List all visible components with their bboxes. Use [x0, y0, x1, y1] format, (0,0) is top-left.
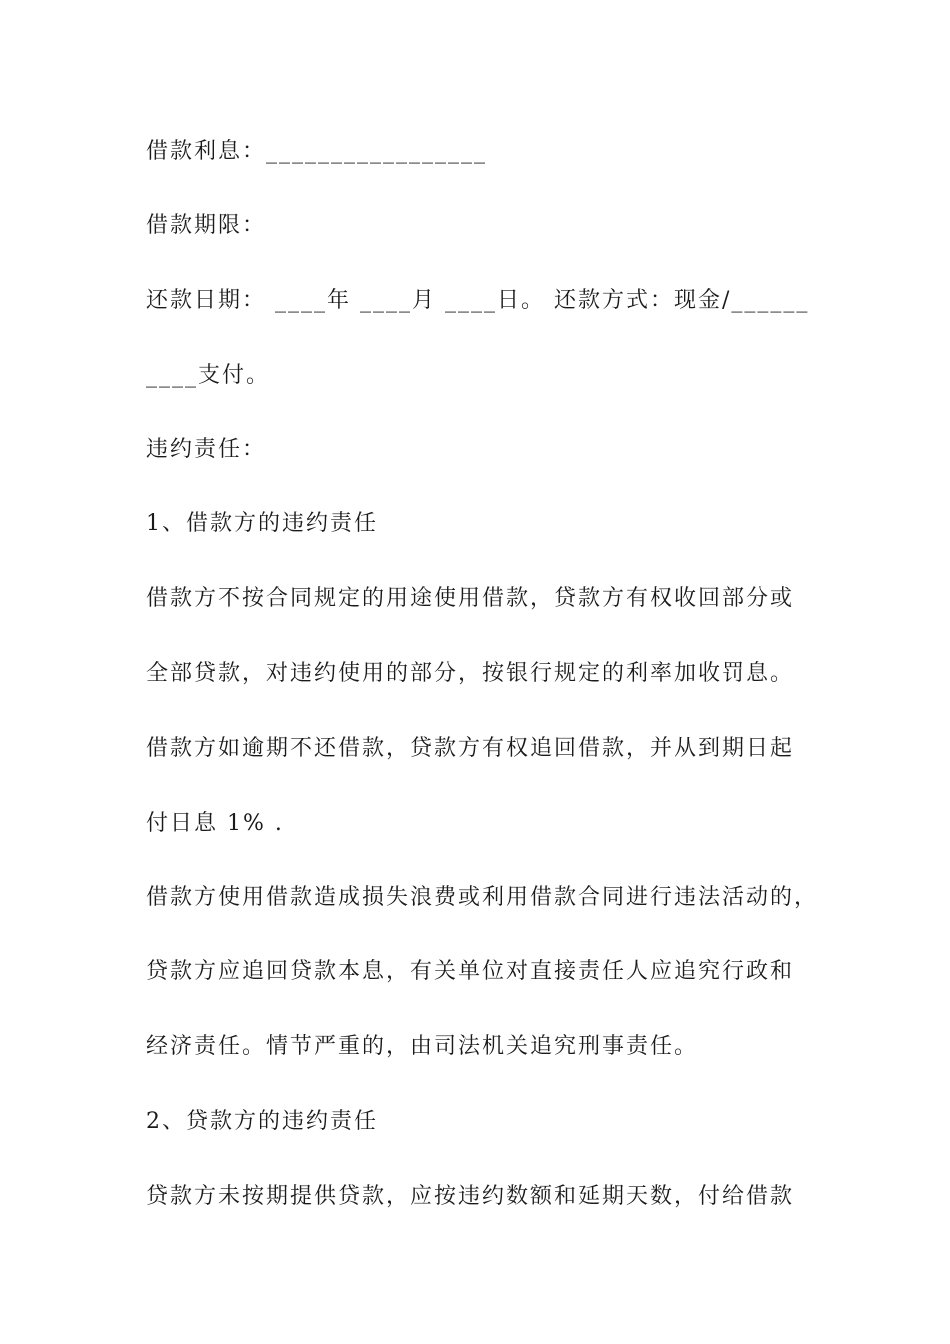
paragraph-line: 借款方不按合同规定的用途使用借款，贷款方有权收回部分或 [146, 586, 795, 611]
repayment-date-line: 还款日期： ____年 ____月 ____日。 还款方式：现金/______ [146, 288, 810, 313]
paragraph-line: 付日息 1% . [146, 811, 284, 836]
liability-heading: 违约责任： [146, 437, 267, 462]
paragraph-line: 借款方使用借款造成损失浪费或利用借款合同进行违法活动的， [146, 885, 819, 910]
lender-liability-heading: 2、贷款方的违约责任 [146, 1109, 378, 1134]
payment-method-line: ____支付。 [146, 363, 271, 388]
borrower-liability-heading: 1、借款方的违约责任 [146, 511, 378, 536]
loan-interest-line: 借款利息：_________________ [146, 139, 488, 164]
paragraph-line: 贷款方未按期提供贷款，应按违约数额和延期天数，付给借款 [146, 1184, 795, 1209]
paragraph-line: 经济责任。情节严重的，由司法机关追究刑事责任。 [146, 1034, 699, 1059]
paragraph-line: 全部贷款，对违约使用的部分，按银行规定的利率加收罚息。 [146, 661, 795, 686]
loan-term-line: 借款期限： [146, 213, 267, 238]
paragraph-line: 借款方如逾期不还借款，贷款方有权追回借款，并从到期日起 [146, 736, 795, 761]
paragraph-line: 贷款方应追回贷款本息，有关单位对直接责任人应追究行政和 [146, 959, 795, 984]
